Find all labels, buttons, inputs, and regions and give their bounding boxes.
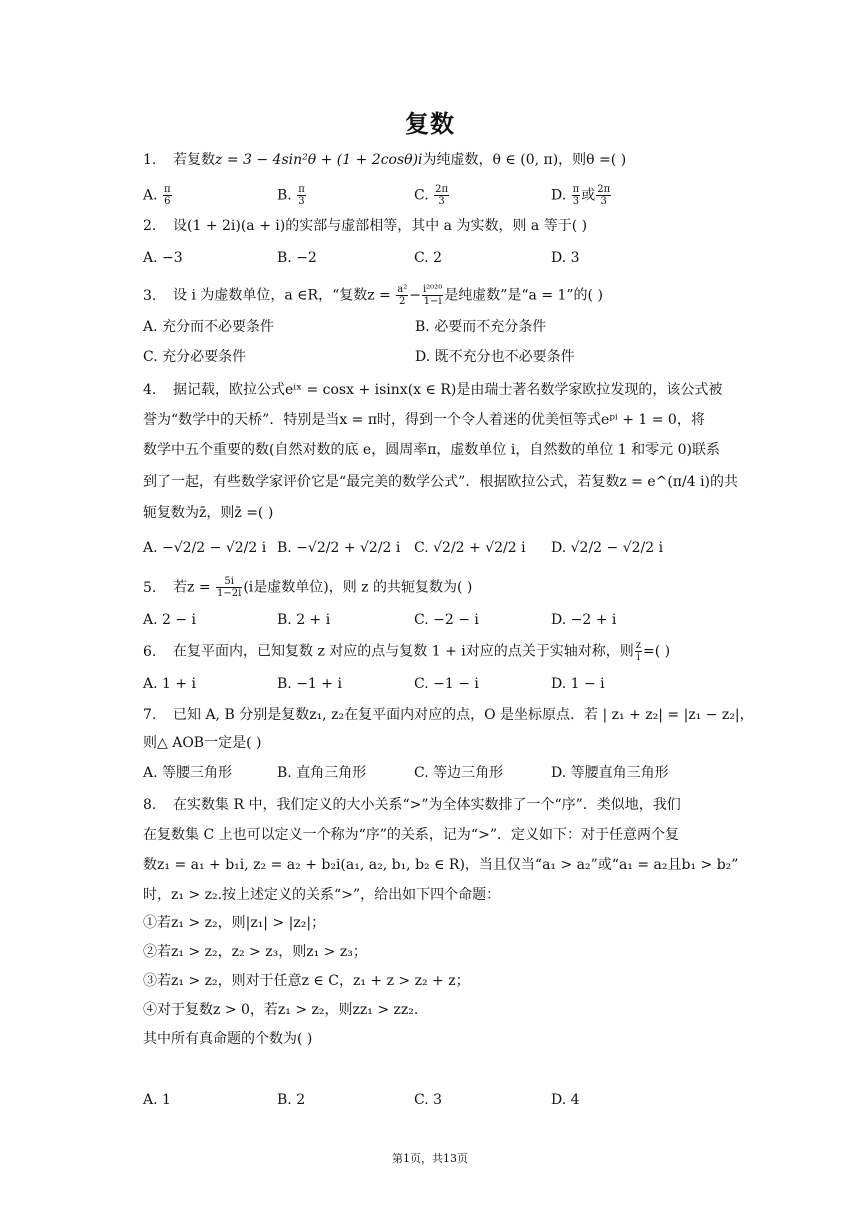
question-7-line-1: 7. 已知 A, B 分别是复数z₁, z₂在复平面内对应的点，O 是坐标原点．若 | z₁ + z₂| = |z₁ − z₂|， xyxy=(143,707,754,723)
option-a[interactable]: A. −√2/2 − √2/2 i xyxy=(143,540,267,556)
question-4-line-4: 到了一起，有些数学家评价它是“最完美的数学公式”．根据欧拉公式，若复数z = e^(π/4 i)的共 xyxy=(143,474,739,490)
proposition-1: ①若z₁ > z₂，则|z₁| > |z₂|； xyxy=(143,915,326,931)
option-a[interactable]: A. −3 xyxy=(143,250,183,266)
question-4-line-3: 数学中五个重要的数(自然对数的底 e，圆周率π，虚数单位 i，自然数的单位 1 和零元 0)联系 xyxy=(143,442,720,458)
question-8-ask: 其中所有真命题的个数为( ) xyxy=(143,1031,313,1047)
option-b[interactable]: B. −√2/2 + √2/2 i xyxy=(277,540,401,556)
option-c[interactable]: C. −2 − i xyxy=(414,612,479,628)
option-a[interactable]: A. $\frac{\pi}{6}$ xyxy=(143,184,171,207)
option-c[interactable]: C. 等边三角形 xyxy=(414,765,504,781)
option-b[interactable]: B. −2 xyxy=(277,250,317,266)
option-b[interactable]: B. 直角三角形 xyxy=(277,765,367,781)
option-d[interactable]: D. 1 − i xyxy=(551,676,605,692)
proposition-2: ②若z₁ > z₂，z₂ > z₃，则z₁ > z₃； xyxy=(143,944,367,960)
question-4-line-2: 誉为“数学中的天桥”．特别是当x = π时，得到一个令人着迷的优美恒等式eᵖⁱ + 1 = 0，将 xyxy=(143,412,705,428)
option-c[interactable]: C. 充分必要条件 xyxy=(143,349,247,365)
option-c[interactable]: C. $\frac{2\pi}{3}$ xyxy=(414,184,449,207)
question-7-line-2: 则△ AOB一定是( ) xyxy=(143,735,262,751)
proposition-4: ④对于复数z > 0，若z₁ > z₂，则zz₁ > zz₂. xyxy=(143,1002,419,1018)
option-d[interactable]: D. 既不充分也不必要条件 xyxy=(415,349,575,365)
option-a[interactable]: A. 1 xyxy=(143,1092,171,1108)
option-d[interactable]: D. −2 + i xyxy=(551,612,617,628)
option-c[interactable]: C. −1 − i xyxy=(414,676,479,692)
page-title: 复数 xyxy=(405,109,455,138)
option-c[interactable]: C. 3 xyxy=(414,1092,443,1108)
question-8-line-4: 时，z₁ > z₂.按上述定义的关系“>”，给出如下四个命题： xyxy=(143,887,501,903)
question-8-line-1: 8. 在实数集 R 中，我们定义的大小关系“>”为全体实数排了一个“序”．类似地，我们 xyxy=(143,797,681,813)
option-b[interactable]: B. 必要而不充分条件 xyxy=(415,319,547,335)
option-a[interactable]: A. 充分而不必要条件 xyxy=(143,319,275,335)
option-c[interactable]: C. √2/2 + √2/2 i xyxy=(414,540,526,556)
option-a[interactable]: A. 等腰三角形 xyxy=(143,765,233,781)
question-6: 6. 在复平面内，已知复数 z 对应的点与复数 1 + i对应的点关于实轴对称，则 $\frac{z}{i}$ =( ) xyxy=(143,640,671,663)
question-4-line-5: 轭复数为z̄，则z̄ =( ) xyxy=(143,505,274,521)
option-d[interactable]: D. √2/2 − √2/2 i xyxy=(551,540,664,556)
question-8-line-2: 在复数集 C 上也可以定义一个称为“序”的关系，记为“>”．定义如下：对于任意两个复 xyxy=(143,827,679,843)
option-b[interactable]: B. $\frac{\pi}{3}$ xyxy=(277,184,305,207)
question-2: 2. 设(1 + 2i)(a + i)的实部与虚部相等，其中 a 为实数，则 a 等于( ) xyxy=(143,218,588,234)
option-d[interactable]: D. $\frac{\pi}{3}$ 或 $\frac{2\pi}{3}$ xyxy=(551,184,611,207)
option-a[interactable]: A. 1 + i xyxy=(143,676,197,692)
option-b[interactable]: B. 2 xyxy=(277,1092,306,1108)
question-3: 3. 设 i 为虚数单位，a ∈R，“复数z = $\frac{\text{a²}}{2}$ − $\frac{\text{i²⁰²⁰}}{1-i}$ 是纯虚数”是“a = 1”的( ) xyxy=(143,284,603,307)
option-d[interactable]: D. 等腰直角三角形 xyxy=(551,765,669,781)
option-d[interactable]: D. 3 xyxy=(551,250,580,266)
question-5: 5. 若z = $\frac{5i}{1-2i}$ (i是虚数单位)，则 z 的共轭复数为( ) xyxy=(143,576,473,599)
question-1: 1. 若复数z = 3 − 4sin²θ + (1 + 2cosθ)i为纯虚数，θ ∈ (0, π)，则θ =( ) xyxy=(143,152,627,168)
page-footer: 第1页，共13页 xyxy=(392,1152,468,1165)
question-4-line-1: 4. 据记载，欧拉公式eⁱˣ = cosx + isinx(x ∈ R)是由瑞士著名数学家欧拉发现的，该公式被 xyxy=(143,382,723,398)
option-b[interactable]: B. 2 + i xyxy=(277,612,331,628)
option-a[interactable]: A. 2 − i xyxy=(143,612,197,628)
question-8-line-3: 数z₁ = a₁ + b₁i, z₂ = a₂ + b₂i(a₁, a₂, b₁, b₂ ∈ R)，当且仅当“a₁ > a₂”或“a₁ = a₂且b₁ > b₂” xyxy=(143,857,739,873)
option-c[interactable]: C. 2 xyxy=(414,250,443,266)
option-b[interactable]: B. −1 + i xyxy=(277,676,342,692)
proposition-3: ③若z₁ > z₂，则对于任意z ∈ C，z₁ + z > z₂ + z； xyxy=(143,973,470,989)
option-d[interactable]: D. 4 xyxy=(551,1092,580,1108)
